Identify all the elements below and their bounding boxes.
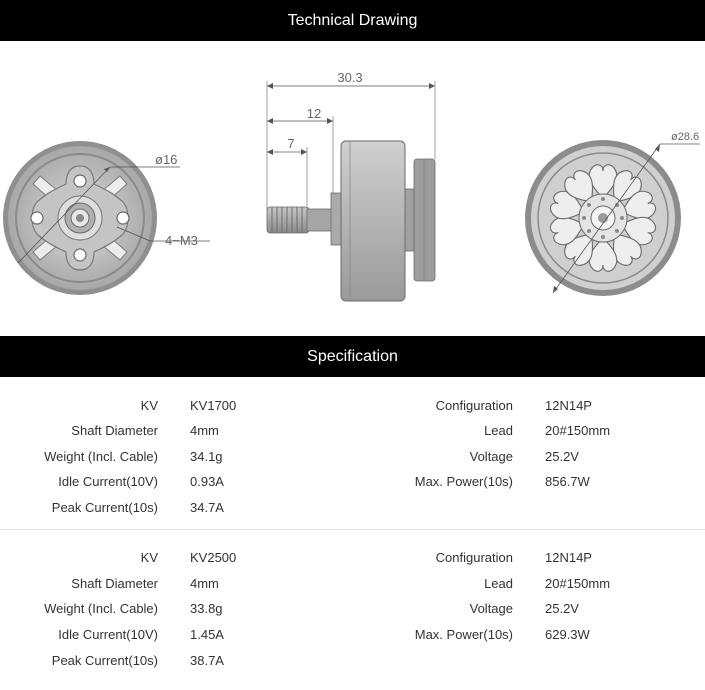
spec-label: Voltage	[469, 601, 513, 616]
spec-row	[0, 651, 705, 671]
spec-value: 25.2V	[545, 601, 579, 616]
base-diameter-label: ø16	[155, 152, 178, 167]
shaft-length-label: 7	[287, 136, 295, 151]
technical-drawing-header	[0, 0, 705, 41]
spec-value: 33.8g	[190, 601, 223, 616]
spec-value: 12N14P	[545, 550, 592, 565]
spec-value: 629.3W	[545, 627, 590, 642]
spec-value: 0.93A	[190, 474, 224, 489]
motor-side-view	[267, 70, 435, 301]
technical-drawing-svg	[0, 41, 705, 336]
motor-bell-view	[525, 131, 700, 296]
spec-row	[0, 574, 705, 594]
spec-label: Weight (Incl. Cable)	[44, 449, 158, 464]
spec-label: Peak Current(10s)	[51, 653, 158, 668]
specification-header	[0, 336, 705, 377]
spec-row	[0, 472, 705, 492]
spec-label: Idle Current(10V)	[58, 627, 158, 642]
mid-length-label: 12	[306, 106, 322, 121]
spec-value: 20#150mm	[545, 423, 611, 438]
spec-value: 4mm	[190, 576, 219, 591]
spec-label: Shaft Diameter	[71, 423, 158, 438]
spec-value: 4mm	[190, 423, 219, 438]
spec-value: 25.2V	[545, 449, 579, 464]
spec-value: KV1700	[190, 398, 237, 413]
spec-label: Shaft Diameter	[71, 576, 158, 591]
spec-value: 20#150mm	[545, 576, 611, 591]
spec-row	[0, 447, 705, 467]
spec-label: Configuration	[435, 398, 513, 413]
spec-value: KV2500	[190, 550, 237, 565]
spec-row	[0, 421, 705, 441]
spec-value: 856.7W	[545, 474, 590, 489]
spec-row	[0, 548, 705, 568]
screw-label: 4−M3	[165, 233, 198, 248]
spec-label: Max. Power(10s)	[414, 627, 513, 642]
spec-value: 1.45A	[190, 627, 224, 642]
spec-label: Peak Current(10s)	[51, 500, 158, 515]
spec-label: Weight (Incl. Cable)	[44, 601, 158, 616]
spec-row	[0, 599, 705, 619]
spec-label: KV	[140, 550, 158, 565]
spec-label: Max. Power(10s)	[414, 474, 513, 489]
spec-value: 38.7A	[190, 653, 224, 668]
technical-drawing	[0, 41, 705, 336]
spec-row	[0, 625, 705, 645]
spec-label: Lead	[484, 576, 513, 591]
specification-title: Specification	[307, 347, 398, 365]
spec-divider	[0, 529, 705, 530]
bell-diameter-label: ø28.6	[671, 131, 700, 143]
spec-value: 12N14P	[545, 398, 592, 413]
spec-label: Voltage	[469, 449, 513, 464]
total-length-label: 30.3	[337, 70, 363, 85]
spec-value: 34.1g	[190, 449, 223, 464]
motor-base-view	[3, 141, 210, 295]
spec-label: Lead	[484, 423, 513, 438]
spec-label: Idle Current(10V)	[58, 474, 158, 489]
spec-label: Configuration	[435, 550, 513, 565]
technical-drawing-title: Technical Drawing	[287, 11, 418, 29]
spec-label: KV	[140, 398, 158, 413]
spec-row	[0, 498, 705, 518]
spec-value: 34.7A	[190, 500, 224, 515]
spec-row	[0, 396, 705, 416]
